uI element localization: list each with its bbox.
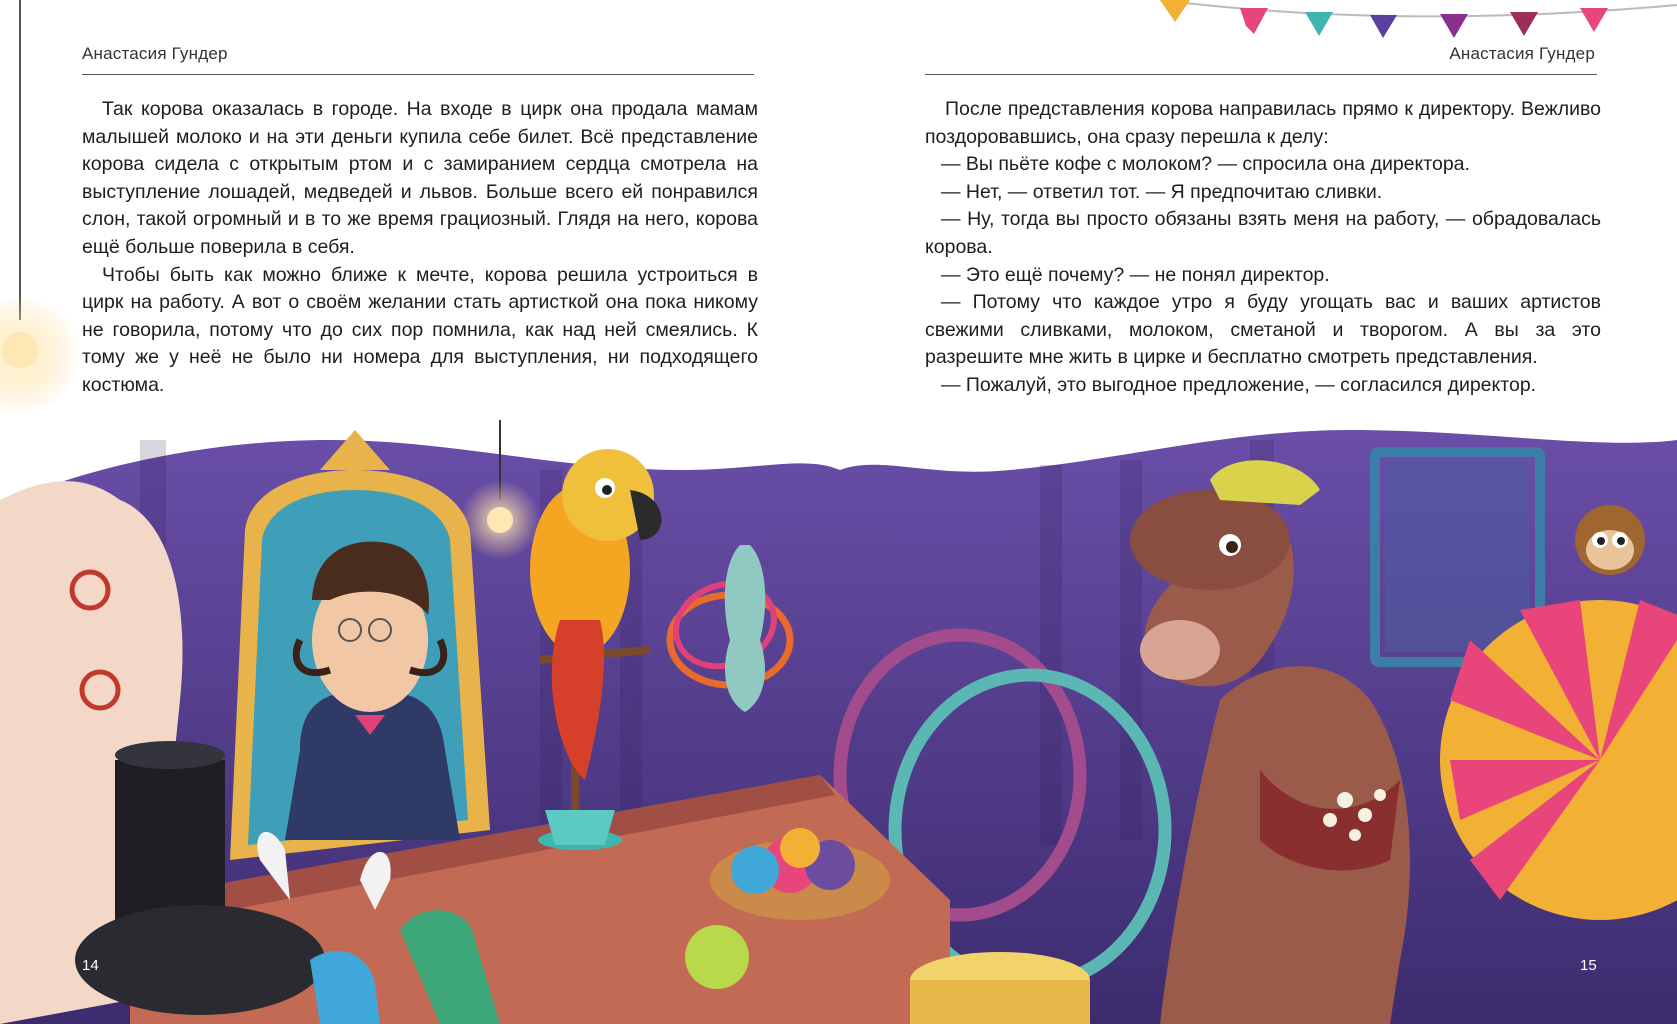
circus-drum [910,952,1090,1024]
dialogue-line: — Потому что каждое утро я буду угощать вас и ваших артистов свежими сливками, молоком, сметаной и творогом. А вы за это разрешите мне жить в цирке и бесплатно смотреть представления. [925,291,1601,369]
bunting-flags [1160,0,1677,38]
dialogue-line: — Нет, — ответил тот. — Я предпочитаю сливки. [941,180,1383,203]
bowling-pin [725,545,765,712]
left-page-text [82,96,758,400]
right-page-text [925,96,1601,400]
dialogue-line: — Пожалуй, это выгодное предложение, — согласился директор. [941,373,1537,396]
page-number: 15 [1580,957,1597,974]
dialogue-line: — Вы пьёте кофе с молоком? — спросила она директора. [941,153,1470,176]
running-head-author: Анастасия Гундер [82,44,228,63]
paragraph: После представления корова направилась прямо к директору. Вежливо поздоровавшись, она сразу перешла к делу: [925,98,1601,148]
monkey [1575,505,1645,575]
header-rule [82,74,754,75]
running-head-author: Анастасия Гундер [1449,44,1595,63]
page-number: 14 [82,957,99,974]
paragraph: Так корова оказалась в городе. На входе в цирк она продала мамам малышей молоко и на эти деньги купила себе билет. Всё представление корова сидела с открытым ртом и с замиранием сердца смотрела на выступление лошадей, медведей и львов. Больше всего ей понравился слон, такой огромный и в то же время грациозный. Глядя на него, корова ещё больше поверила в себя. [82,98,758,258]
paragraph: Чтобы быть как можно ближе к мечте, корова решила устроиться в цирк на работу. А вот о своём желании стать артисткой она пока никому не говорила, потому что до сих пор помнила, как над ней смеялись. К тому же у неё не было ни номера для выступления, ни подходящего костюма. [82,263,758,396]
header-rule [925,74,1597,75]
tennis-ball [685,925,749,989]
dialogue-line: — Ну, тогда вы просто обязаны взять меня на работу, — обрадовалась корова. [925,208,1601,258]
dialogue-line: — Это ещё почему? — не понял директор. [941,263,1330,286]
hanging-bulb-left [0,0,80,415]
